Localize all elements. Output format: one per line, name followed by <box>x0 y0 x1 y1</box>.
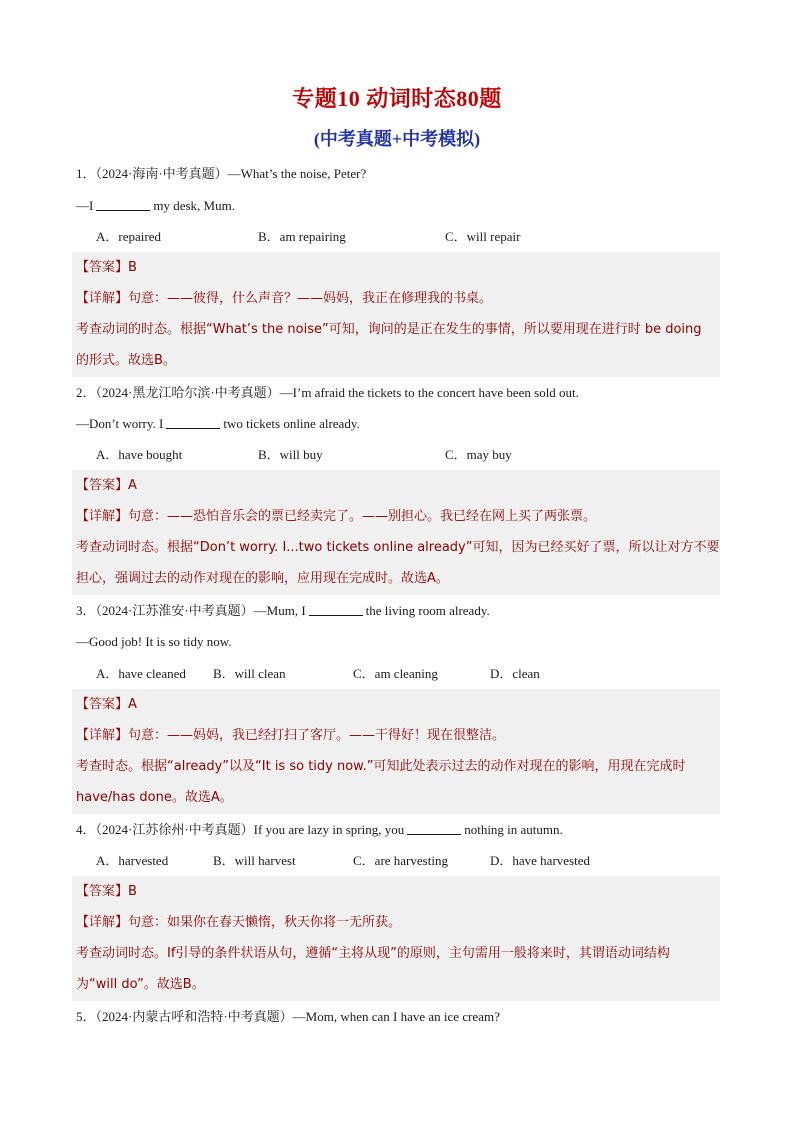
answer-label: 【答案】B <box>76 260 137 275</box>
option-c: C．am cleaning <box>353 666 438 681</box>
question-2-stem: 2．（2024·黑龙江哈尔滨·中考真题）—I’m afraid the tickets to the concert have been sold out. <box>76 385 579 400</box>
detail-line: 考查动词时态。If引导的条件状语从句，遵循“主将从现”的原则，主句需用一般将来时，其谓语动词结构 <box>76 946 670 961</box>
page-title: 专题10 动词时态80题 <box>292 86 502 111</box>
detail-line: 【详解】句意：——妈妈，我已经打扫了客厅。——干得好！现在很整洁。 <box>76 728 506 743</box>
option-a: A．have bought <box>96 447 183 462</box>
question-3-line2: —Good job! It is so tidy now. <box>76 634 232 649</box>
question-3-options <box>76 665 736 683</box>
option-d: D．clean <box>490 666 540 681</box>
answer-label: 【答案】A <box>76 697 137 712</box>
detail-line: have/has done。故选A。 <box>76 790 233 805</box>
option-b: B．will harvest <box>213 853 296 868</box>
detail-line: 考查时态。根据“already”以及“It is so tidy now.”可知此处表示过去的动作对现在的影响，用现在完成时 <box>76 759 686 774</box>
option-c: C．may buy <box>445 447 512 462</box>
option-b: B．will clean <box>213 666 286 681</box>
question-4-options <box>76 852 736 870</box>
option-c: C．are harvesting <box>353 853 448 868</box>
detail-line: 【详解】句意：——彼得，什么声音？——妈妈，我正在修理我的书桌。 <box>76 291 493 306</box>
option-d: D．have harvested <box>490 853 590 868</box>
answer-blank <box>96 198 150 211</box>
question-4-stem: 4．（2024·江苏徐州·中考真题）If you are lazy in spring, you nothing in autumn. <box>76 822 563 837</box>
question-5-stem: 5．（2024·内蒙古呼和浩特·中考真题）—Mom, when can I have an ice cream? <box>76 1009 500 1024</box>
page-subtitle: (中考真题+中考模拟) <box>313 129 481 149</box>
question-1-options <box>76 228 736 246</box>
question-3-stem: 3．（2024·江苏淮安·中考真题）—Mum, I the living room already. <box>76 603 490 618</box>
option-c: C．will repair <box>445 229 521 244</box>
detail-line: 考查动词时态。根据“Don’t worry. I...two tickets online already”可知，因为已经买好了票，所以让对方不要 <box>76 540 720 555</box>
option-a: A．have cleaned <box>96 666 186 681</box>
detail-line: 考查动词的时态。根据“What’s the noise”可知，询问的是正在发生的事情，所以要用现在进行时 be doing <box>76 322 702 337</box>
answer-blank <box>309 603 363 616</box>
answer-label: 【答案】B <box>76 884 137 899</box>
question-2-options <box>76 446 736 464</box>
question-2-line2: —Don’t worry. I two tickets online already. <box>76 416 360 431</box>
answer-blank <box>166 416 220 429</box>
option-b: B．am repairing <box>258 229 346 244</box>
detail-line: 【详解】句意：如果你在春天懒惰，秋天你将一无所获。 <box>76 915 402 930</box>
option-a: A．repaired <box>96 229 161 244</box>
answer-label: 【答案】A <box>76 478 137 493</box>
question-1-line2: —I my desk, Mum. <box>76 198 235 213</box>
option-a: A．harvested <box>96 853 169 868</box>
question-1-stem: 1．（2024·海南·中考真题）—What’s the noise, Peter? <box>76 166 367 181</box>
detail-line: 为“will do”。故选B。 <box>76 977 205 992</box>
detail-line: 的形式。故选B。 <box>76 353 176 368</box>
option-b: B．will buy <box>258 447 323 462</box>
detail-line: 【详解】句意：——恐怕音乐会的票已经卖完了。——别担心。我已经在网上买了两张票。 <box>76 509 597 524</box>
detail-line: 担心，强调过去的动作对现在的影响，应用现在完成时。故选A。 <box>76 571 449 586</box>
answer-blank <box>407 822 461 835</box>
